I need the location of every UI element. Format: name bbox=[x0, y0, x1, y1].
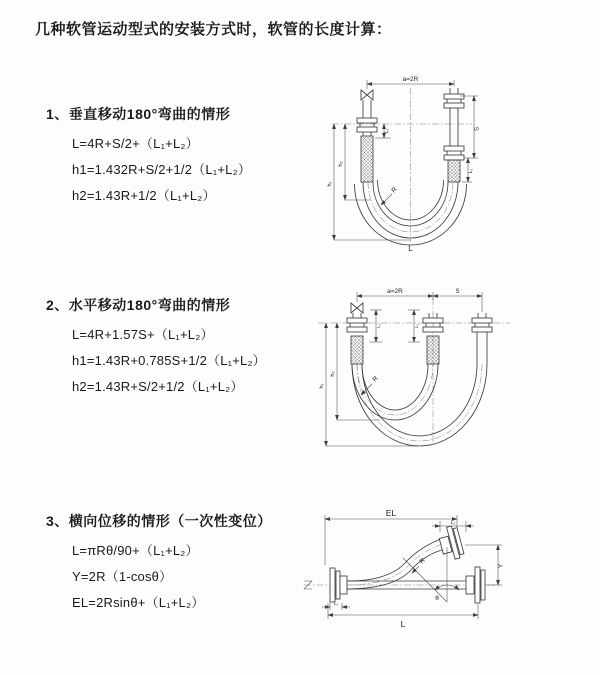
left-flange bbox=[330, 568, 347, 602]
dimension-l2 bbox=[432, 520, 474, 532]
dim-label-span: a=2R bbox=[402, 76, 419, 83]
dim-label-span: a=2R bbox=[387, 288, 403, 295]
dim-label-y: Y bbox=[497, 563, 505, 569]
radius-label: R bbox=[390, 186, 399, 195]
valve-icon bbox=[361, 90, 373, 100]
page-title: 几种软管运动型式的安装方式时，软管的长度计算： bbox=[35, 21, 392, 38]
diagram-vertical-180-bend bbox=[312, 72, 547, 254]
formula-line: h1=1.432R+S/2+1/2（L₁+L₂） bbox=[72, 162, 252, 177]
dim-label-l2: L₂ bbox=[468, 168, 474, 174]
section-3 bbox=[46, 511, 272, 616]
dim-label-h1: h₁ bbox=[319, 383, 325, 389]
right-pipe bbox=[444, 88, 464, 182]
braided-hose-section bbox=[448, 160, 460, 182]
left-pipe bbox=[347, 313, 367, 364]
dimension-span bbox=[367, 76, 454, 89]
dim-label-s: S bbox=[474, 126, 481, 132]
section-2-heading: 2、水平移动180°弯曲的情形 bbox=[46, 297, 231, 313]
lower-right-flange bbox=[466, 567, 485, 603]
dimension-l2 bbox=[462, 158, 474, 182]
diagram-horizontal-180-bend bbox=[310, 284, 565, 456]
angle-construction bbox=[403, 547, 459, 602]
dimension-l bbox=[328, 603, 478, 629]
radius-callout bbox=[381, 186, 399, 205]
radius-label: R bbox=[418, 557, 427, 566]
dim-label-el: EL bbox=[385, 508, 397, 518]
section-1 bbox=[46, 104, 251, 209]
dim-label-l: L bbox=[408, 244, 413, 253]
section-1-heading: 1、垂直移动180°弯曲的情形 bbox=[46, 106, 231, 122]
dim-label-l1: L₁ bbox=[384, 128, 390, 134]
right-pipe bbox=[472, 313, 492, 364]
dim-label-h1: h₁ bbox=[327, 181, 333, 187]
formula-line: L=4R+S/2+（L₁+L₂） bbox=[72, 136, 199, 151]
dimension-l2 bbox=[408, 310, 420, 342]
radius-callout bbox=[412, 557, 427, 573]
dim-label-l1: L₁ bbox=[333, 601, 339, 606]
diagram-lateral-displacement bbox=[300, 505, 600, 645]
section-3-heading: 3、横向位移的情形（一次性变位） bbox=[46, 513, 272, 529]
dim-label-l1: L₁ bbox=[376, 323, 381, 329]
dim-label-h2: h₂ bbox=[330, 371, 336, 377]
section-2 bbox=[46, 295, 266, 400]
dimension-l1 bbox=[370, 310, 382, 342]
dim-label-l: L bbox=[400, 619, 406, 629]
dimension-s bbox=[433, 289, 482, 296]
dimension-el bbox=[325, 508, 457, 565]
braided-hose-section bbox=[351, 336, 363, 364]
dimension-h1 bbox=[319, 323, 419, 446]
radius-label: R bbox=[371, 375, 380, 384]
left-pipe bbox=[357, 100, 377, 182]
formula-line: EL=2Rsinθ+（L₁+L₂） bbox=[72, 595, 205, 610]
formula-line: L=4R+1.57S+（L₁+L₂） bbox=[72, 327, 214, 342]
braided-hose-section bbox=[361, 136, 373, 182]
angle-label: θ bbox=[435, 595, 439, 602]
dim-label-l2: L₂ bbox=[414, 323, 419, 329]
upper-right-flange bbox=[437, 525, 465, 562]
formula-line: L=πRθ/90+（L₁+L₂） bbox=[72, 543, 199, 558]
formula-line: h1=1.43R+0.785S+1/2（L₁+L₂） bbox=[72, 353, 266, 368]
dimension-l1 bbox=[322, 601, 350, 610]
formula-line: Y=2R（1-cosθ） bbox=[72, 569, 173, 584]
braided-hose-section bbox=[427, 336, 439, 364]
formula-line: h2=1.43R+1/2（L₁+L₂） bbox=[72, 188, 216, 203]
middle-pipe bbox=[423, 313, 443, 364]
valve-icon bbox=[351, 303, 363, 313]
formula-line: h2=1.43R+S/2+1/2（L₁+L₂） bbox=[72, 379, 244, 394]
dim-label-h2: h₂ bbox=[338, 161, 344, 167]
dimension-span bbox=[357, 288, 482, 312]
dim-label-l2: L₂ bbox=[450, 520, 456, 526]
dim-label-s: S bbox=[455, 289, 460, 295]
